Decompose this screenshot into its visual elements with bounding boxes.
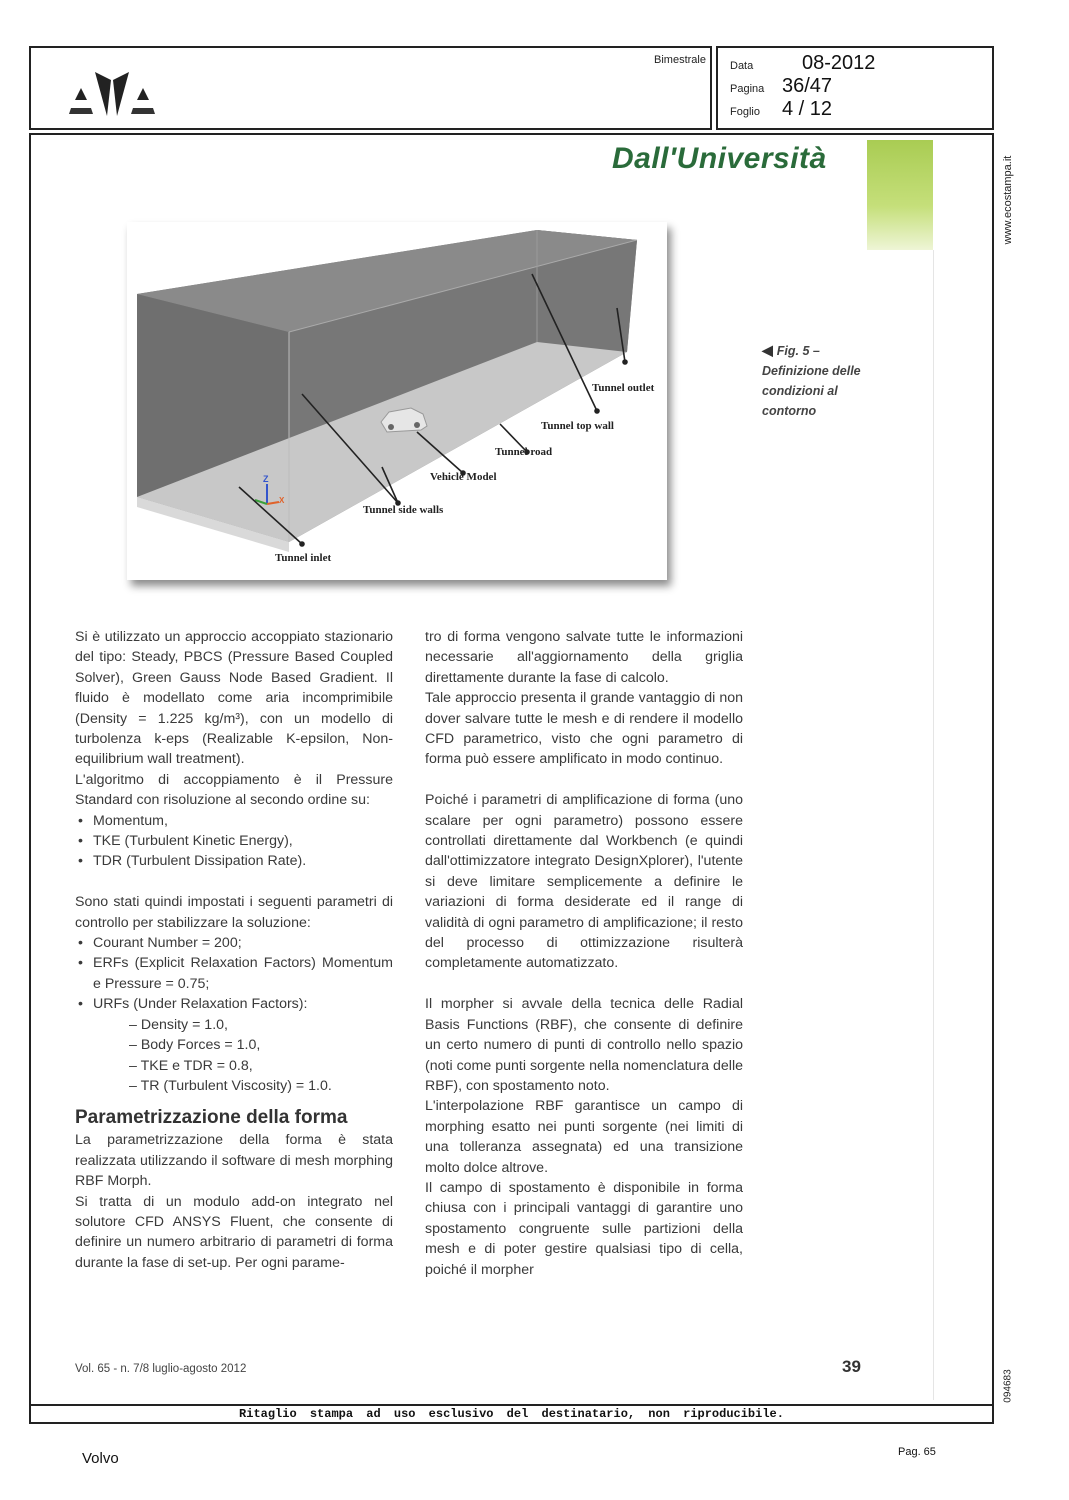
subheading: Parametrizzazione della forma: [75, 1107, 348, 1129]
paragraph: Sono stati quindi impostati i seguenti parametri di controllo per stabilizzare la soluzione:: [75, 894, 393, 931]
periodicity-label: Bimestrale: [654, 54, 706, 66]
label-tunnel-top-wall: Tunnel top wall: [541, 420, 614, 432]
bullet-list: [75, 933, 393, 1096]
paragraph: tro di forma vengono salvate tutte le informazioni necessarie all'aggiornamento della griglia direttamente durante la fase di calcolo.: [425, 629, 743, 686]
volume-info: Vol. 65 - n. 7/8 luglio-agosto 2012: [75, 1363, 247, 1375]
sheet-value: 4 / 12: [782, 98, 833, 120]
list-item: • TDR (Turbulent Dissipation Rate).: [75, 851, 393, 871]
article-column-left: [75, 627, 393, 1273]
sub-list-item: – Body Forces = 1.0,: [129, 1037, 261, 1054]
page-value: 36/47: [782, 75, 833, 97]
section-color-bar: [867, 140, 933, 250]
caption-arrow-icon: ◀: [762, 342, 773, 358]
sheet-label: Foglio: [730, 106, 760, 118]
paragraph: Il campo di spostamento è disponibile in forma chiusa con i principali vantaggi di garantire uno spostamento congruente sulle partizioni della mesh e di poter gestire qualsiasi tipo di cella, poiché il morpher: [425, 1179, 743, 1278]
label-tunnel-road: Tunnel road: [495, 446, 553, 458]
section-title: Dall'Università: [612, 142, 827, 175]
list-item: • Courant Number = 200;: [75, 933, 393, 953]
label-tunnel-outlet: Tunnel outlet: [592, 382, 655, 394]
paragraph: La parametrizzazione della forma è stata realizzata utilizzando il software di mesh morphing RBF Morph.: [75, 1132, 393, 1190]
header-info-box: [716, 46, 994, 130]
list-item: • ERFs (Explicit Relaxation Factors) Momentum e Pressure = 0.75;: [75, 953, 393, 994]
caption-line: Definizione delle: [762, 364, 861, 378]
list-item: • TKE (Turbulent Kinetic Energy),: [75, 831, 393, 851]
tunnel-figure: [127, 222, 667, 580]
page-label: Pagina: [730, 83, 765, 95]
side-url: [998, 140, 1018, 260]
bullet-list: [75, 811, 393, 872]
axis-z-label: Z: [263, 474, 269, 484]
paragraph: Poiché i parametri di amplificazione di forma (uno scalare per ogni parametro) possono essere controllati direttamente dal Workbench (e quindi dall'ottimizzatore integrato DesignXplorer), l'utente si deve limitare semplicemente a definire le variazioni di forma desiderate ed il range di validità di ogni parametro di amplificazione; il resto del processo di ottimizzazione risulterà completamente automatizzato.: [425, 792, 743, 972]
header-masthead-box: [29, 46, 712, 130]
info-row-page: [730, 75, 832, 98]
label-tunnel-inlet: Tunnel inlet: [275, 552, 332, 564]
figure-caption: [762, 340, 892, 421]
disclaimer-bar: [29, 1404, 994, 1424]
info-row-date: [730, 52, 875, 75]
label-tunnel-side-walls: Tunnel side walls: [363, 504, 444, 516]
sub-list-item: – TKE e TDR = 0.8,: [129, 1057, 253, 1074]
side-code: [998, 1362, 1018, 1410]
caption-line: condizioni al: [762, 384, 838, 398]
disclaimer-text: Ritaglio stampa ad uso esclusivo del destinatario, non riproducibile.: [239, 1407, 784, 1421]
magazine-page-number: 39: [842, 1357, 861, 1376]
axis-x-label: X: [279, 496, 285, 505]
client-name: Volvo: [82, 1450, 119, 1467]
paragraph: Si tratta di un modulo add-on integrato nel solutore CFD ANSYS Fluent, che consente di definire un numero arbitrario di parametri di forma durante la fase di set-up. Per ogni parame-: [75, 1193, 393, 1271]
date-value: 08-2012: [802, 52, 876, 74]
clipping-page-label: Pag. 65: [898, 1446, 936, 1458]
caption-line: Fig. 5 –: [776, 344, 820, 358]
paragraph: L'interpolazione RBF garantisce un campo di morphing esatto nei punti sorgente (nei limiti di una tolleranza assegnata) ed una transizione molto dolce altrove.: [425, 1098, 743, 1176]
paragraph: Si è utilizzato un approccio accoppiato stazionario del tipo: Steady, PBCS (Pressure Based Coupled Solver), Green Gauss Node Based Gradient. Il fluido è modellato come aria incomprimibile (Density = 1.225 kg/m³), con un modello di turbolenza k-eps (Realizable K-epsilon, Non-equilibrium wall treatment).: [75, 629, 393, 768]
tunnel-diagram: [127, 222, 667, 580]
paragraph: L'algoritmo di accoppiamento è il Pressure Standard con risoluzione al secondo ordine su:: [75, 771, 393, 809]
list-item: • Momentum,: [75, 811, 393, 831]
side-url-text: www.ecostampa.it: [1002, 155, 1014, 245]
caption-line: contorno: [762, 404, 817, 418]
article-column-right: [425, 627, 743, 1280]
label-vehicle-model: Vehicle Model: [430, 471, 497, 483]
paragraph: Tale approccio presenta il grande vantaggio di non dover salvare tutte le mesh e di rendere il modello CFD parametrico, visto che ogni parametro di forma può essere amplificato in modo continuo.: [425, 690, 743, 768]
list-item: • URFs (Under Relaxation Factors):: [75, 994, 393, 1014]
info-row-sheet: [730, 98, 832, 121]
ata-logo-icon: [67, 70, 157, 120]
sub-list-item: – TR (Turbulent Viscosity) = 1.0.: [129, 1077, 332, 1094]
paragraph: Il morpher si avvale della tecnica delle Radial Basis Functions (RBF), che consente di definire un certo numero di punti di controllo nello spazio (noti come punti sorgente nella nomenclatura delle RBF), con spostamento noto.: [425, 996, 743, 1094]
sub-list-item: – Density = 1.0,: [129, 1016, 228, 1033]
column-rule: [933, 250, 934, 1400]
date-label: Data: [730, 60, 754, 72]
side-code-text: 094683: [1002, 1369, 1014, 1403]
